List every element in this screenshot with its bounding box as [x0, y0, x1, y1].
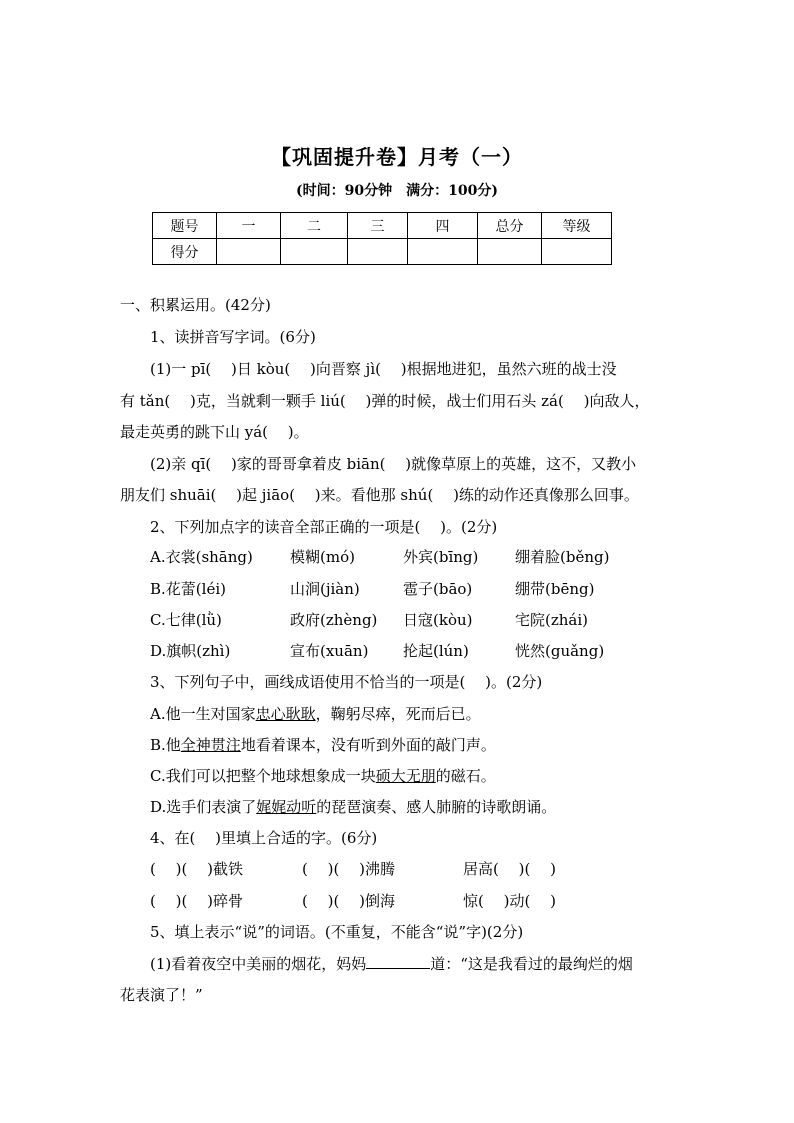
q3-option-b	[150, 734, 496, 755]
score-cell	[542, 239, 612, 265]
q3-text: 的磁石。	[435, 767, 496, 785]
question-1-text: (1)一 pī( )日 kòu( )向晋察 jì( )根据地进犯，虽然六班的战士没	[150, 360, 617, 378]
q3-text: A.他一生对国家	[150, 705, 256, 723]
q2-option-d: D.旗帜(zhì)	[150, 642, 231, 660]
question-4-heading: 4、在( )里填上合适的字。(6分)	[150, 829, 378, 847]
score-cell	[281, 239, 348, 265]
q3-option-a	[150, 703, 481, 724]
q3-text: B.他	[150, 736, 181, 754]
q2-option-a-word: 外宾(bīng)	[403, 548, 479, 566]
score-cell	[348, 239, 408, 265]
question-1-text: 有 tǎn( )克，当就剩一颗手 liú( )弹的时候，战士们用石头 zá( )向敌人，	[120, 392, 650, 410]
score-table-header-cell: 四	[408, 213, 478, 239]
section-heading: 一、积累运用。(42分)	[120, 296, 271, 314]
q4-item: 居高( )( )	[463, 860, 556, 878]
q2-option-a-word: 模糊(mó)	[290, 548, 355, 566]
q2-option-c-word: 宅院(zhái)	[515, 611, 589, 629]
q2-option-c: C.七律(lǜ)	[150, 611, 222, 629]
q2-option-c-word: 政府(zhèng)	[290, 611, 378, 629]
question-1-heading: 1、读拼音写字词。(6分)	[150, 328, 316, 346]
answer-blank[interactable]	[366, 954, 430, 969]
q4-item: ( )( )截铁	[150, 860, 243, 878]
q3-underlined-idiom: 忠心耿耿	[255, 705, 316, 723]
q2-option-b: B.花蕾(léi)	[150, 580, 226, 598]
q4-item: 惊( )动( )	[463, 892, 556, 910]
q2-option-d-word: 宣布(xuān)	[290, 642, 369, 660]
score-table-header-cell: 题号	[153, 213, 217, 239]
q3-text: D.选手们表演了	[150, 798, 257, 816]
score-table-header-cell: 一	[217, 213, 281, 239]
q3-text: 地看着课本，没有听到外面的敲门声。	[240, 736, 496, 754]
question-5-text	[150, 953, 633, 974]
q2-option-a-word: 绷着脸(běng)	[515, 548, 610, 566]
question-2-heading: 2、下列加点字的读音全部正确的一项是( )。(2分)	[150, 518, 498, 536]
score-cell	[408, 239, 478, 265]
q3-underlined-idiom: 娓娓动听	[256, 798, 317, 816]
q2-option-b-word: 山涧(jiàn)	[290, 580, 360, 598]
q2-option-d-word: 抡起(lún)	[403, 642, 469, 660]
score-row-label: 得分	[153, 239, 217, 265]
score-table-score-row	[153, 239, 612, 265]
question-1-text: (2)亲 qī( )家的哥哥拿着皮 biān( )就像草原上的英雄，这不，又教小	[150, 455, 637, 473]
score-cell	[217, 239, 281, 265]
q4-item: ( )( )倒海	[302, 892, 395, 910]
q5-text: 道：“这是我看过的最绚烂的烟	[430, 955, 633, 973]
exam-title: 【巩固提升卷】月考（一）	[271, 145, 523, 169]
q5-text: (1)看着夜空中美丽的烟花，妈妈	[150, 955, 367, 973]
question-1-text: 朋友们 shuāi( )起 jiāo( )来。看他那 shú( )练的动作还真像那么回事。	[120, 486, 639, 504]
q2-option-c-word: 日寇(kòu)	[403, 611, 473, 629]
score-cell	[478, 239, 542, 265]
q4-item: ( )( )碎骨	[150, 892, 243, 910]
score-table-header-cell: 总分	[478, 213, 542, 239]
q3-text: C.我们可以把整个地球想象成一块	[150, 767, 376, 785]
q2-option-b-word: 雹子(bāo)	[403, 580, 473, 598]
score-table-header-cell: 三	[348, 213, 408, 239]
question-5-text: 花表演了！”	[120, 986, 203, 1004]
score-table-header-row	[153, 213, 612, 239]
q3-underlined-idiom: 全神贯注	[180, 736, 241, 754]
question-1-text: 最走英勇的跳下山 yá( )。	[120, 423, 309, 441]
question-5-heading: 5、填上表示“说”的词语。(不重复，不能含“说”字)(2分)	[150, 923, 524, 941]
score-table-header-cell: 等级	[542, 213, 612, 239]
q2-option-a: A.衣裳(shāng)	[150, 548, 253, 566]
exam-subtitle: (时间：90分钟 满分：100分)	[296, 183, 498, 199]
q3-option-d	[150, 796, 556, 817]
q3-option-c	[150, 765, 496, 786]
q3-underlined-idiom: 硕大无朋	[375, 767, 436, 785]
q3-text: 的琵琶演奏、感人肺腑的诗歌朗诵。	[316, 798, 557, 816]
q3-text: ，鞠躬尽瘁，死而后已。	[315, 705, 481, 723]
score-table-header-cell: 二	[281, 213, 348, 239]
q2-option-b-word: 绷带(bēng)	[515, 580, 595, 598]
q2-option-d-word: 恍然(guǎng)	[515, 642, 605, 660]
question-3-heading: 3、下列句子中，画线成语使用不恰当的一项是( )。(2分)	[150, 673, 543, 691]
q4-item: ( )( )沸腾	[302, 860, 395, 878]
score-table	[152, 212, 612, 265]
